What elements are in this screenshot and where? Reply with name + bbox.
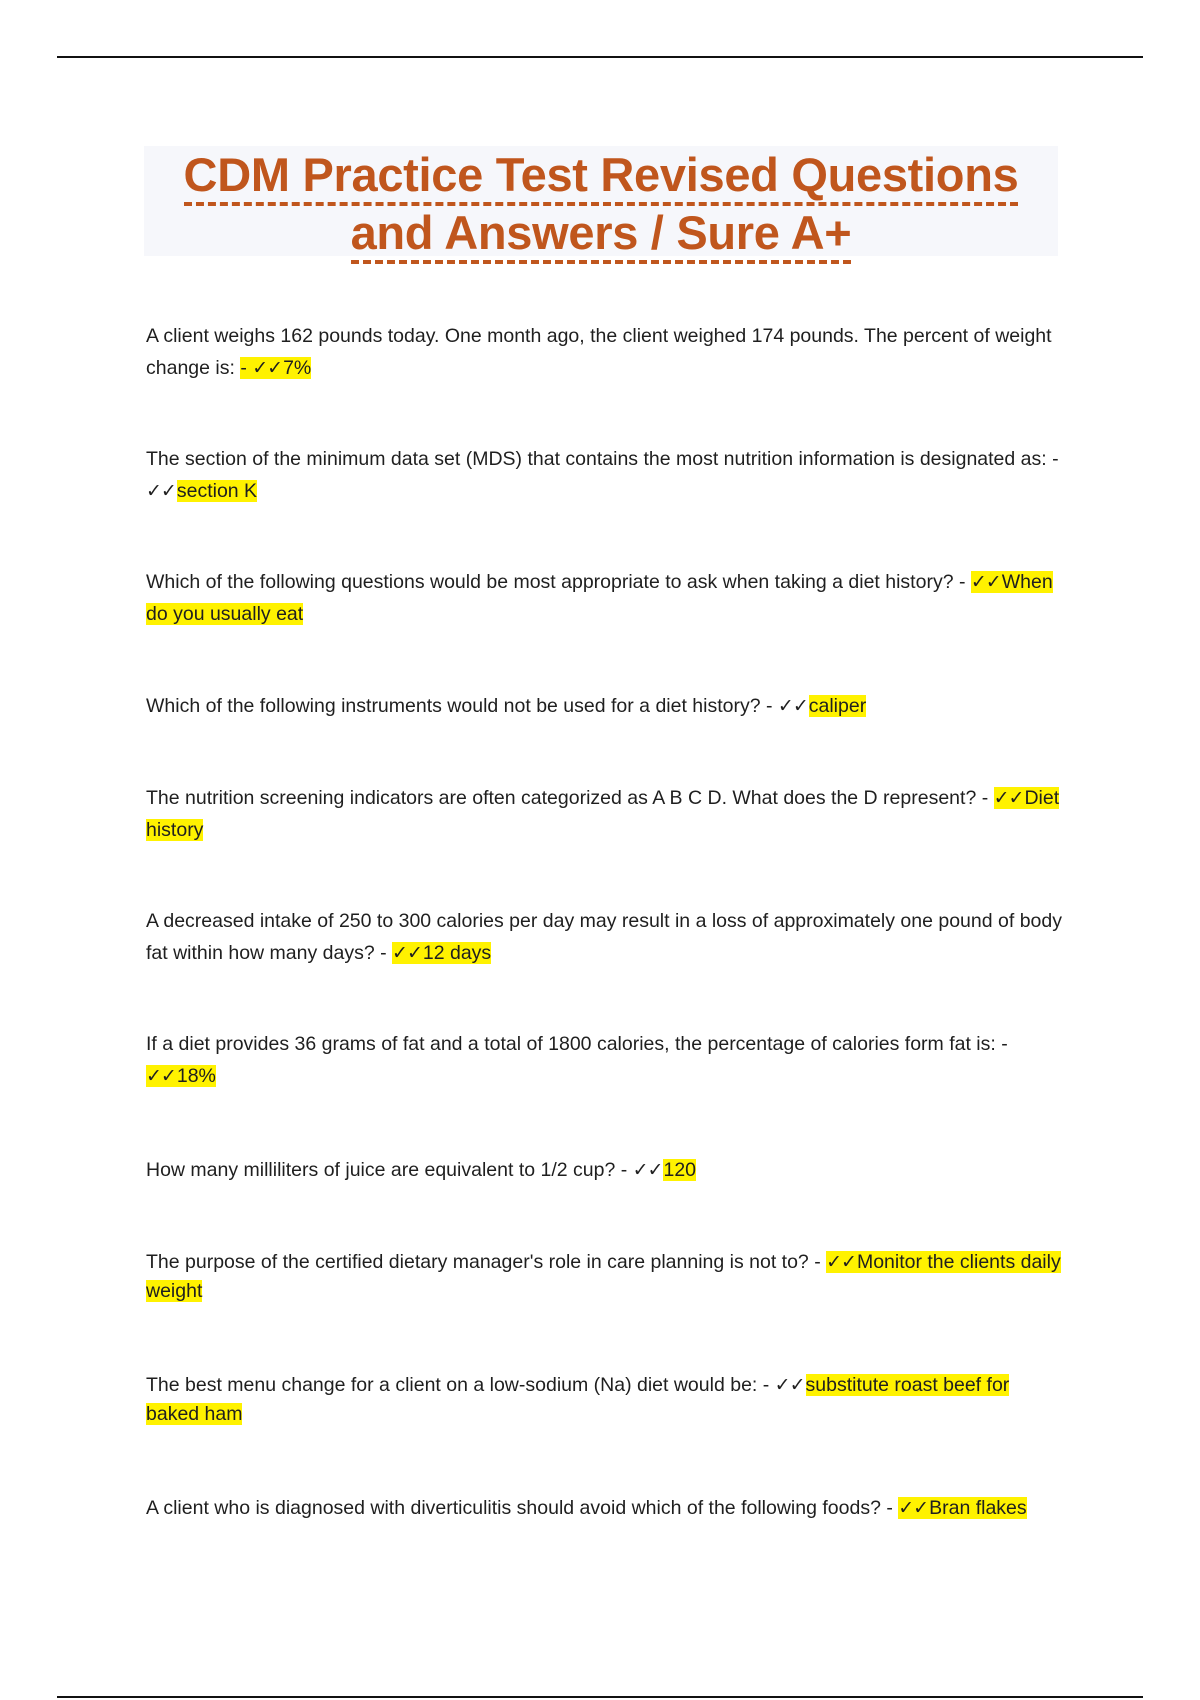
answer-highlight xyxy=(663,1159,696,1181)
question-text: The purpose of the certified dietary manager's role in care planning is not to? - xyxy=(146,1250,827,1273)
qa-item-9 xyxy=(146,1248,1066,1306)
question-text: The section of the minimum data set (MDS) that contains the most nutrition information is designated as: - xyxy=(146,447,1059,470)
answer-text: Bran flakes xyxy=(929,1496,1027,1519)
top-rule xyxy=(57,56,1143,58)
qa-item-11 xyxy=(146,1494,1066,1523)
question-text: Which of the following questions would be most appropriate to ask when taking a diet history? - xyxy=(146,570,971,593)
answer-text: section K xyxy=(176,479,258,502)
answer-highlight xyxy=(240,357,311,379)
qa-item-5 xyxy=(146,782,1066,846)
double-check-icon: ✓✓ xyxy=(146,479,176,502)
question-text: Which of the following instruments would not be used for a diet history? - xyxy=(146,694,778,717)
answer-text: Monitor the clients daily weight xyxy=(146,1250,1061,1302)
double-check-icon: ✓✓ xyxy=(826,1250,856,1273)
question-text: If a diet provides 36 grams of fat and a total of 1800 calories, the percentage of calories form fat is: - xyxy=(146,1032,1008,1055)
answer-highlight xyxy=(392,942,491,964)
question-text: A decreased intake of 250 to 300 calories per day may result in a loss of approximately one pound of body fat within how many days? - xyxy=(146,909,1062,964)
question-text: How many milliliters of juice are equivalent to 1/2 cup? - xyxy=(146,1158,633,1181)
question-text: A client weighs 162 pounds today. One month ago, the client weighed 174 pounds. The percent of weight change is: xyxy=(146,324,1052,379)
answer-text: substitute roast beef for baked ham xyxy=(146,1373,1010,1425)
answer-highlight xyxy=(146,1065,216,1087)
double-check-icon: ✓✓ xyxy=(252,356,283,379)
qa-item-6 xyxy=(146,905,1066,969)
double-check-icon: ✓✓ xyxy=(146,1064,176,1087)
question-text: The best menu change for a client on a low-sodium (Na) diet would be: - xyxy=(146,1373,775,1396)
answer-text: 7% xyxy=(283,356,312,379)
question-text: The nutrition screening indicators are often categorized as A B C D. What does the D represent? - xyxy=(146,786,994,809)
answer-text: caliper xyxy=(808,694,867,717)
double-check-icon: ✓✓ xyxy=(392,941,422,964)
document-title-line-2: and Answers / Sure A+ xyxy=(351,206,852,264)
qa-item-3 xyxy=(146,566,1066,630)
document-title-line-1: CDM Practice Test Revised Questions xyxy=(184,148,1019,206)
double-check-icon: ✓✓ xyxy=(774,1373,805,1396)
answer-text: Diet history xyxy=(146,786,1060,841)
qa-item-7 xyxy=(146,1028,1066,1092)
qa-item-2 xyxy=(146,443,1066,507)
qa-item-4 xyxy=(146,690,1066,722)
double-check-icon: ✓✓ xyxy=(898,1496,929,1519)
answer-text: When do you usually eat xyxy=(146,570,1053,625)
qa-item-1 xyxy=(146,320,1066,384)
answer-text: 12 days xyxy=(422,941,492,964)
answer-highlight xyxy=(898,1497,1026,1519)
double-check-icon: ✓✓ xyxy=(632,1158,663,1181)
answer-highlight xyxy=(809,695,866,717)
double-check-icon: ✓✓ xyxy=(970,570,1001,593)
question-text: A client who is diagnosed with diverticulitis should avoid which of the following foods? - xyxy=(146,1496,899,1519)
qa-item-8 xyxy=(146,1154,1066,1186)
double-check-icon: ✓✓ xyxy=(777,694,808,717)
double-check-icon: ✓✓ xyxy=(993,786,1024,809)
qa-item-10 xyxy=(146,1371,1066,1429)
answer-highlight xyxy=(177,480,257,502)
bottom-rule xyxy=(57,1696,1143,1698)
title-box xyxy=(144,146,1058,259)
answer-prefix: - xyxy=(240,356,253,379)
answer-text: 120 xyxy=(663,1158,697,1181)
answer-text: 18% xyxy=(176,1064,216,1087)
